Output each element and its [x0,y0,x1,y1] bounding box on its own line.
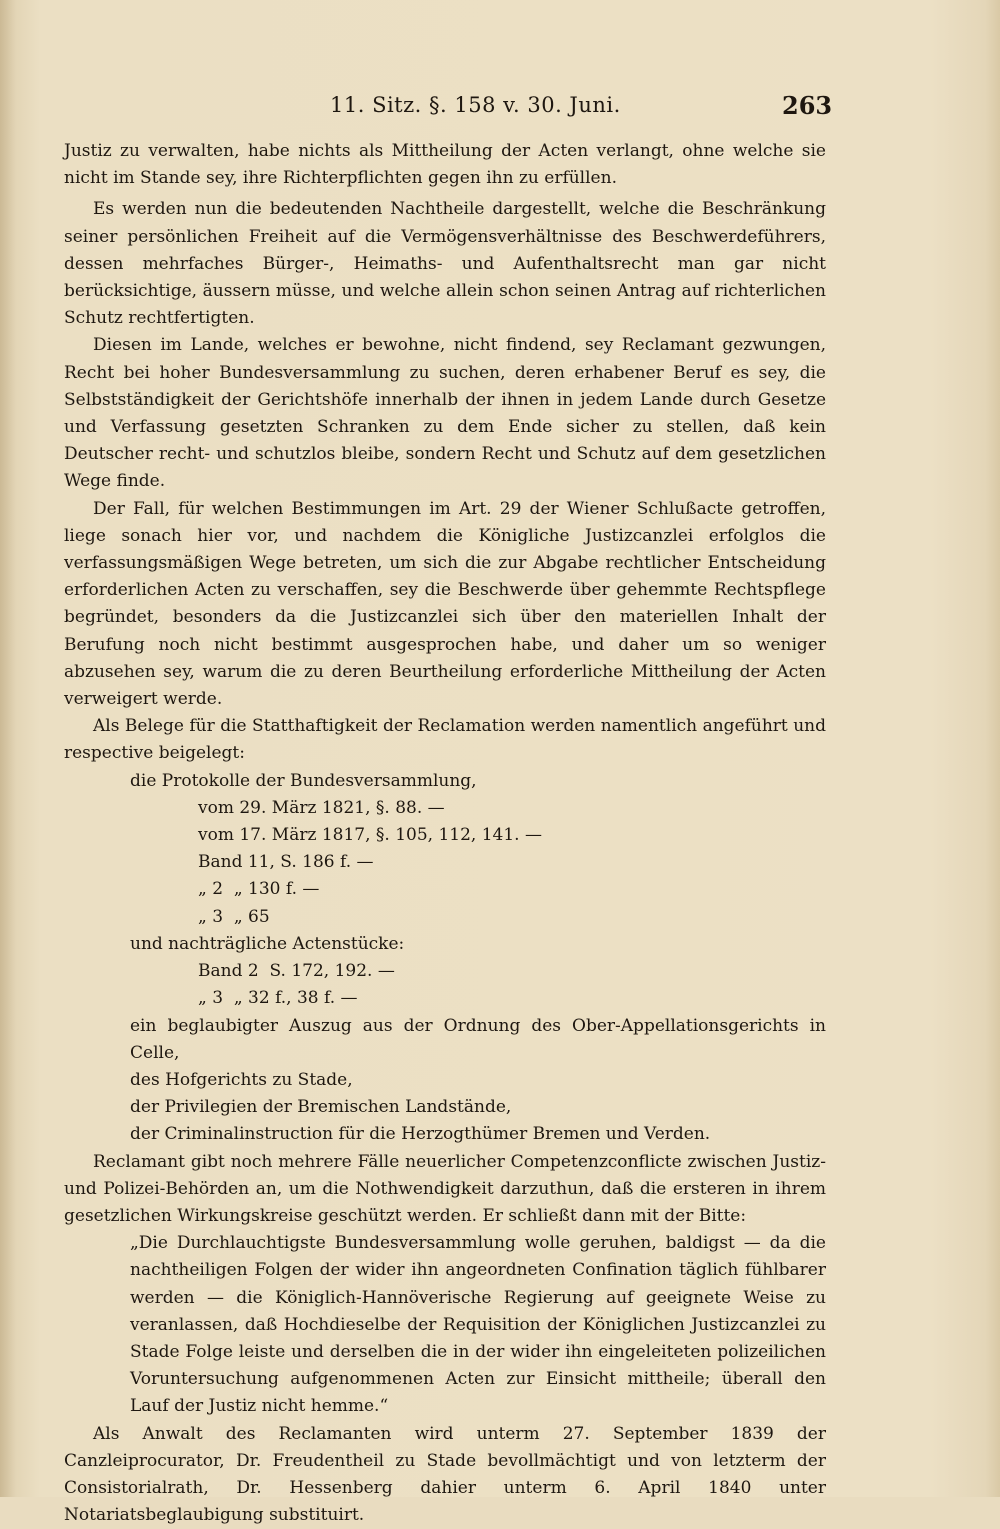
paragraph-3: Diesen im Lande, welches er bewohne, nicht findend, sey Reclamant gezwungen, Recht bei hoher Bundesversammlung zu suchen, deren erhabener Beruf es sey, die Selbstständigkeit der Gerichtshöfe innerhalb der ihnen in jedem Lande durch Gesetze und Verfassung gesetzten Schranken zu dem Ende sicher zu stellen, daß kein Deutscher recht- und schutzlos bleibe, sondern Recht und Schutz auf dem gesetzlichen Wege finde. [64,335,826,492]
paragraph-4: Der Fall, für welchen Bestimmungen im Art. 29 der Wiener Schlußacte getroffen, liege sonach hier vor, und nachdem die Königliche Justizcanzlei erfolglos die verfassungsmäßigen Wege betreten, um sich die zur Abgabe rechtlicher Entscheidung erforderlichen Acten zu verschaffen, sey die Beschwerde über gehemmte Rechtspflege begründet, besonders da die Justizcanzlei sich über den materiellen Inhalt der Berufung noch nicht bestimmt ausgesprochen habe, und daher um so weniger abzusehen sey, warum die zu deren Beurtheilung erforderliche Mittheilung der Acten verweigert werde. [64,498,826,710]
petition-quote: „Die Durchlauchtigste Bundesversammlung wolle geruhen, baldigst — da die nachtheiligen Folgen der wider ihn angeordneten Confination täglich fühlbarer werden — die Königlich-Hannöverische Regierung auf geeignete Weise zu veranlassen, daß Hochdieselbe der Requisition der Königlichen Justizcanzlei zu Stade Folge leiste und derselben die in der wider ihn eingeleiteten polizeilichen Voruntersuchung aufgenommenen Acten zur Einsicht mittheile; überall den Lauf der Justiz nicht hemme.“ [130,1233,826,1417]
running-head: 11. Sitz. §. 158 v. 30. Juni. [330,93,621,117]
list-item: Band 11, S. 186 f. — [198,852,374,873]
list-item: des Hofgerichts zu Stade, [130,1069,353,1090]
body-text [64,138,826,1529]
list-item: Band 2 S. 172, 192. — [198,961,395,982]
list-item: der Criminalinstruction für die Herzogthümer Bremen und Verden. [130,1124,711,1145]
paragraph-6: Reclamant gibt noch mehrere Fälle neuerlicher Competenzconflicte zwischen Justiz- und Polizei-Behörden an, um die Nothwendigkeit darzuthun, daß die ersteren in ihrem gesetzlichen Wirkungskreise geschützt werden. Er schließt dann mit der Bitte: [64,1151,826,1226]
paragraph-2: Es werden nun die bedeutenden Nachtheile dargestellt, welche die Beschränkung seiner persönlichen Freiheit auf die Vermögensverhältnisse des Beschwerdeführers, dessen mehrfaches Bürger-, Heimaths- und Aufenthaltsrecht man gar nicht berücksichtige, äussern müsse, und welche allein schon seinen Antrag auf richterlichen Schutz rechtfertigten. [64,199,826,329]
list-item: der Privilegien der Bremischen Landstände, [130,1097,512,1118]
list-item: „ 3 „ 65 [198,906,270,927]
paragraph-1: Justiz zu verwalten, habe nichts als Mittheilung der Acten verlangt, ohne welche sie nicht im Stande sey, ihre Richterpflichten gegen ihn zu erfüllen. [64,141,826,189]
list-item: vom 29. März 1821, §. 88. — [198,797,445,818]
list-intro: die Protokolle der Bundesversammlung, [130,770,477,791]
page-header [0,93,1000,123]
page-number: 263 [782,91,833,120]
list-item: ein beglaubigter Auszug aus der Ordnung des Ober-Appellationsgerichts in Celle, [130,1015,826,1063]
list-b-intro: und nachträgliche Actenstücke: [130,933,405,954]
list-item: „ 2 „ 130 f. — [198,879,320,900]
list-item: vom 17. März 1817, §. 105, 112, 141. — [198,825,542,846]
paragraph-7: Als Anwalt des Reclamanten wird unterm 27. September 1839 der Canzleiprocurator, Dr. Freudentheil zu Stade bevollmächtigt und von letzterm der Consistorialrath, Dr. Hessenberg dahier unterm 6. April 1840 unter Notariatsbeglaubigung substituirt. [64,1423,826,1526]
paragraph-5: Als Belege für die Statthaftigkeit der Reclamation werden namentlich angeführt und respective beigelegt: [64,716,826,764]
list-item: „ 3 „ 32 f., 38 f. — [198,988,358,1009]
